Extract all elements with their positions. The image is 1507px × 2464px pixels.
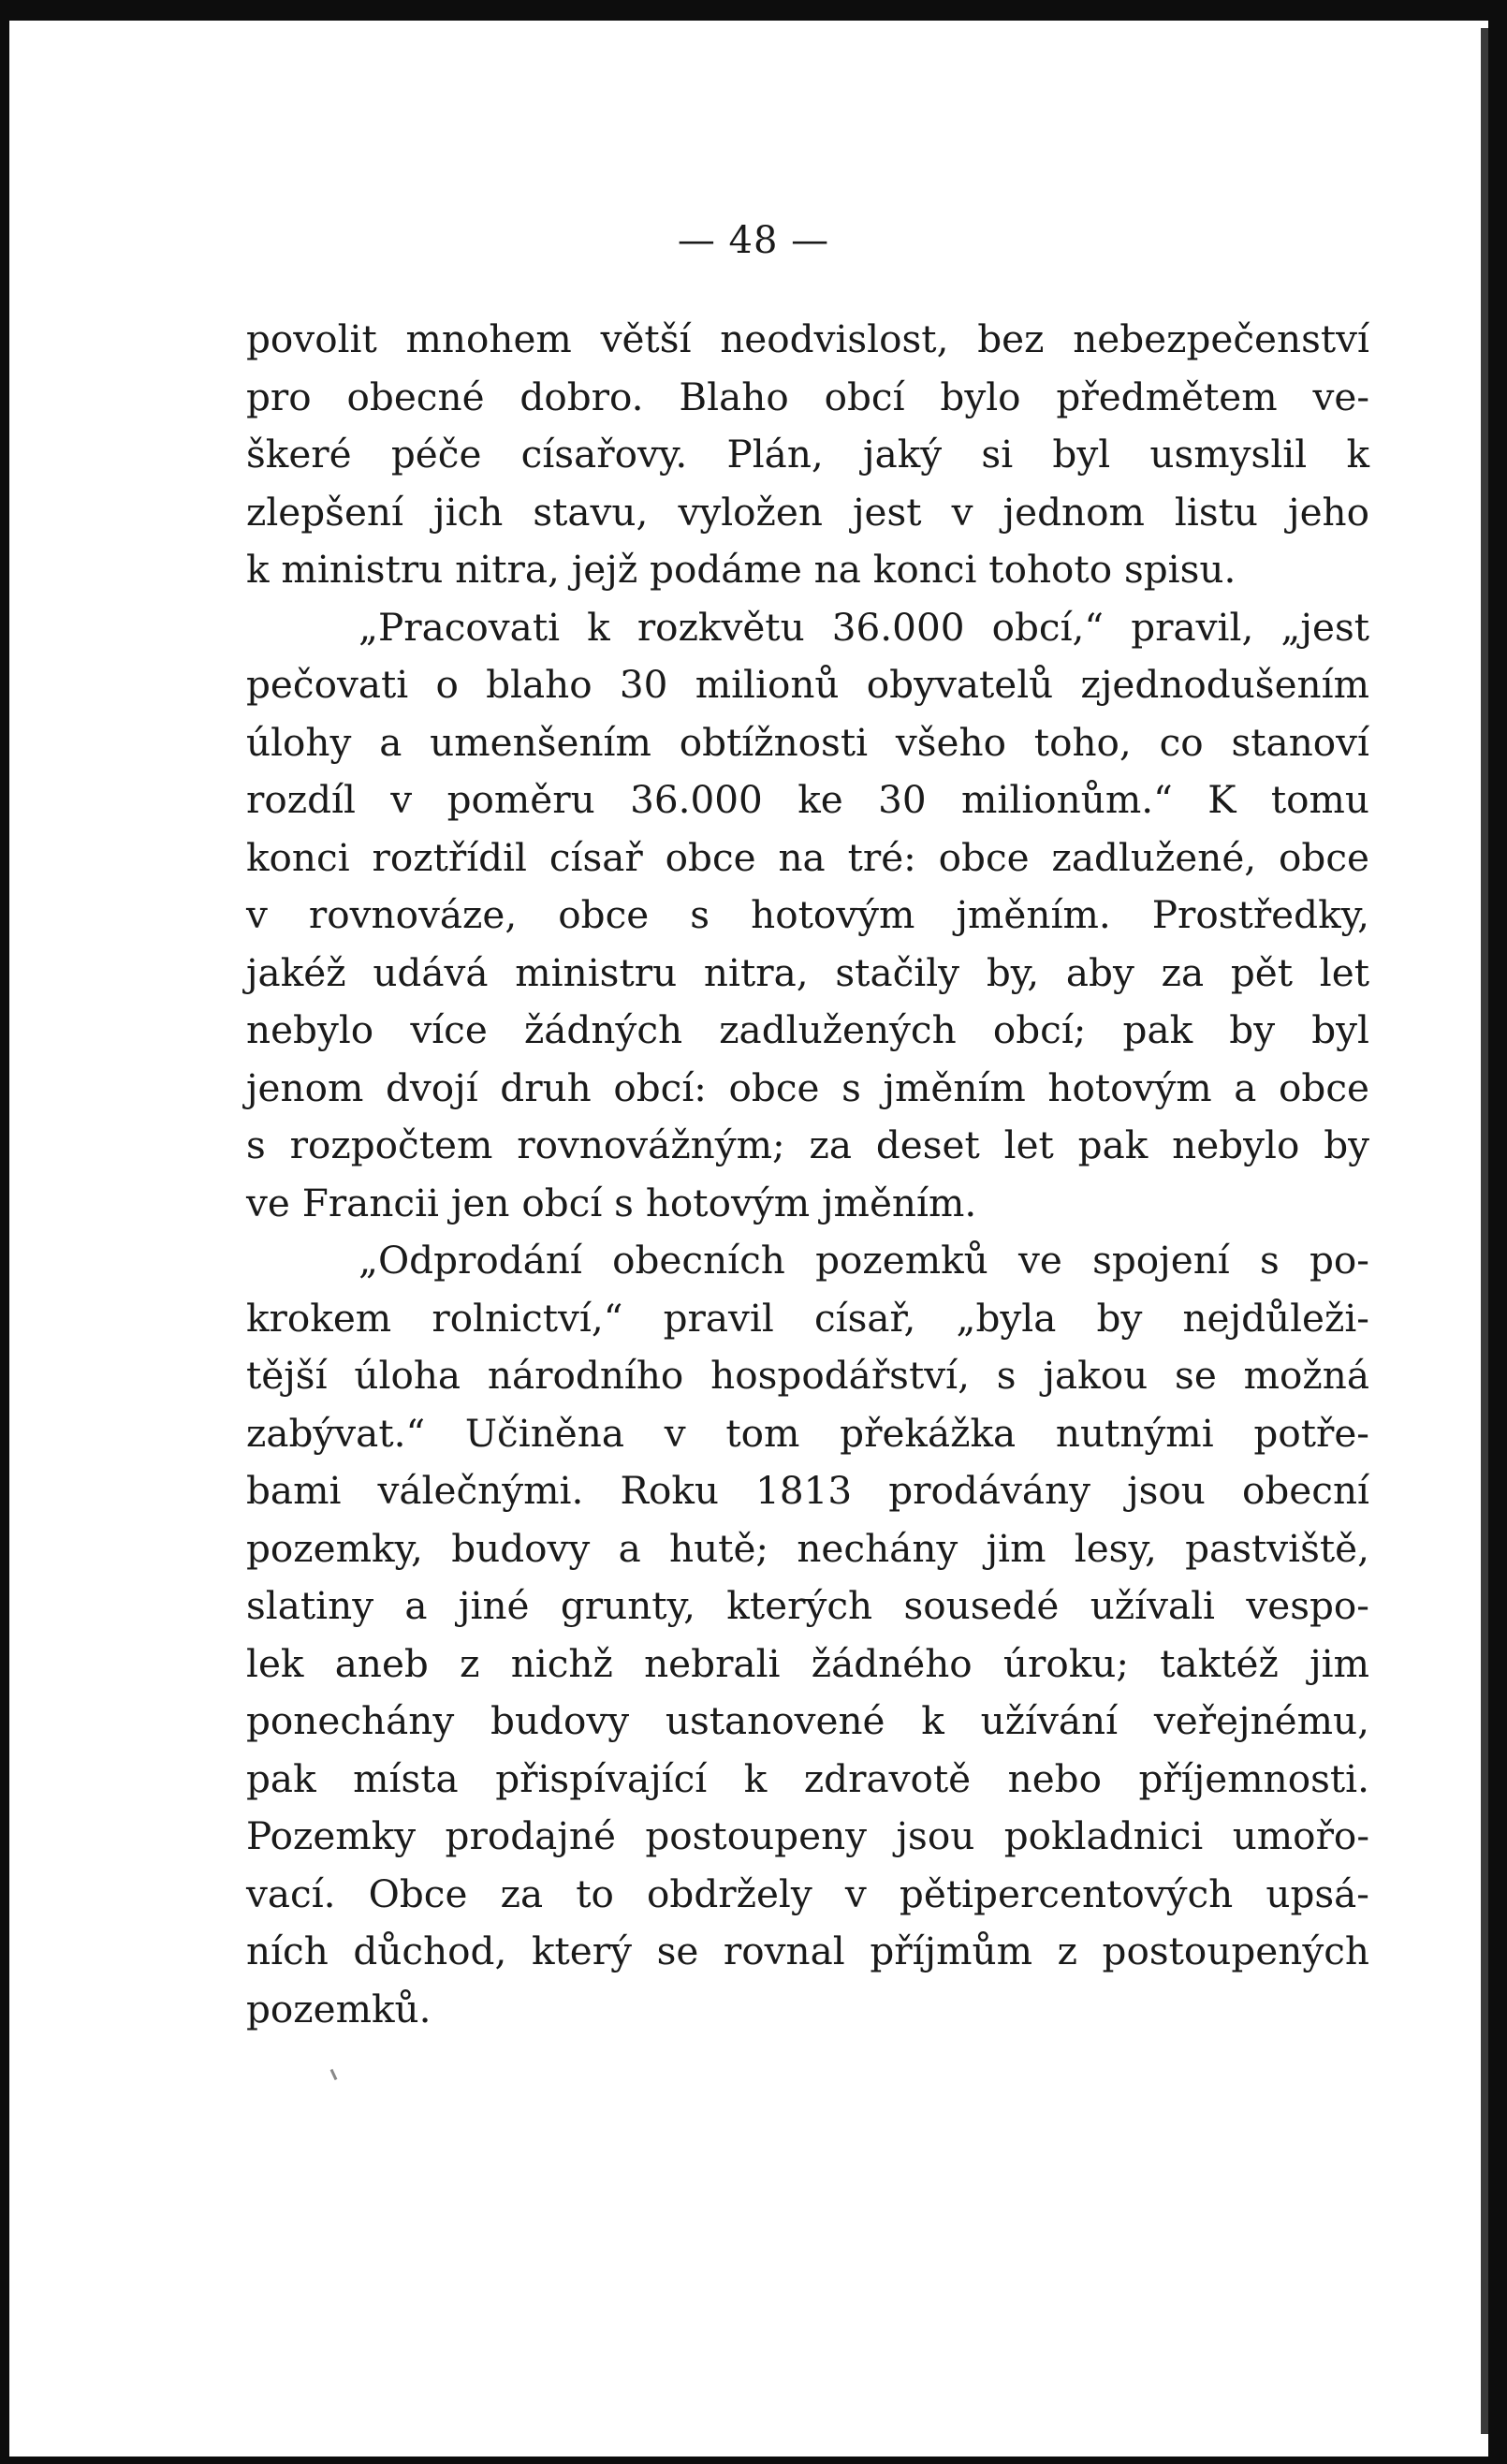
text-line: pak místa přispívající k zdravotě nebo příjemnosti. [246,1755,1369,1801]
text-line: k ministru nitra, jejž podáme na konci tohoto spisu. [246,547,1236,592]
scan-border-right-shadow [1481,28,1488,2434]
text-line: ve Francii jen obcí s hotovým jměním. [246,1180,977,1225]
text-line: Pozemky prodajné postoupeny jsou pokladnici umořo- [246,1813,1369,1858]
text-line: zabývat.“ Učiněna v tom překážka nutnými potře- [246,1410,1369,1456]
text-line: jenom dvojí druh obcí: obce s jměním hotovým a obce [246,1064,1369,1110]
text-line: slatiny a jiné grunty, kterých sousedé užívali vespo- [246,1583,1369,1628]
text-line: nebylo více žádných zadlužených obcí; pak by byl [246,1007,1369,1052]
scan-border-left [0,0,9,2464]
scan-border-top [0,0,1507,21]
text-line: tější úloha národního hospodářství, s jakou se možná [246,1353,1369,1398]
text-line: ních důchod, který se rovnal příjmům z postoupených [246,1929,1369,1973]
text-line: povolit mnohem větší neodvislost, bez nebezpečenství [246,316,1369,361]
print-speck [330,2069,338,2080]
text-line: škeré péče císařovy. Plán, jaký si byl usmyslil k [246,432,1369,477]
body-text [246,311,1369,2038]
text-line: bami válečnými. Roku 1813 prodávány jsou obecní [246,1468,1369,1513]
scan-border-right [1488,0,1507,2464]
scan-border-bottom [0,2457,1507,2464]
text-line: konci roztřídil císař obce na tré: obce zadlužené, obce [246,834,1369,880]
text-line: úlohy a umenšením obtížnosti všeho toho, co stanoví [246,719,1369,765]
text-line: lek aneb z nichž nebrali žádného úroku; taktéž jim [246,1640,1369,1686]
text-line: „Pracovati k rozkvětu 36.000 obcí,“ pravil, „jest [358,604,1369,650]
text-line: pečovati o blaho 30 milionů obyvatelů zjednodušením [246,662,1369,707]
text-line: ponechány budovy ustanovené k užívání veřejnému, [246,1698,1369,1743]
text-line: vací. Obce za to obdržely v pětipercentových upsá- [246,1870,1369,1916]
text-line: pozemků. [246,1986,432,2031]
text-line: s rozpočtem rovnovážným; za deset let pak nebylo by [246,1122,1369,1167]
text-line: pro obecné dobro. Blaho obcí bylo předmětem ve- [246,374,1369,419]
text-line: krokem rolnictví,“ pravil císař, „byla by nejdůleži- [246,1295,1369,1341]
text-line: pozemky, budovy a hutě; nechány jim lesy, pastviště, [246,1525,1369,1571]
text-line: „Odprodání obecních pozemků ve spojení s po- [358,1238,1369,1283]
page-number: — 48 — [677,219,830,262]
text-line: zlepšení jich stavu, vyložen jest v jednom listu jeho [246,489,1369,535]
text-line: jakéž udává ministru nitra, stačily by, aby za pět let [246,949,1369,995]
text-line: rozdíl v poměru 36.000 ke 30 milionům.“ K tomu [246,777,1369,822]
text-line: v rovnováze, obce s hotovým jměním. Prostředky, [246,892,1369,937]
